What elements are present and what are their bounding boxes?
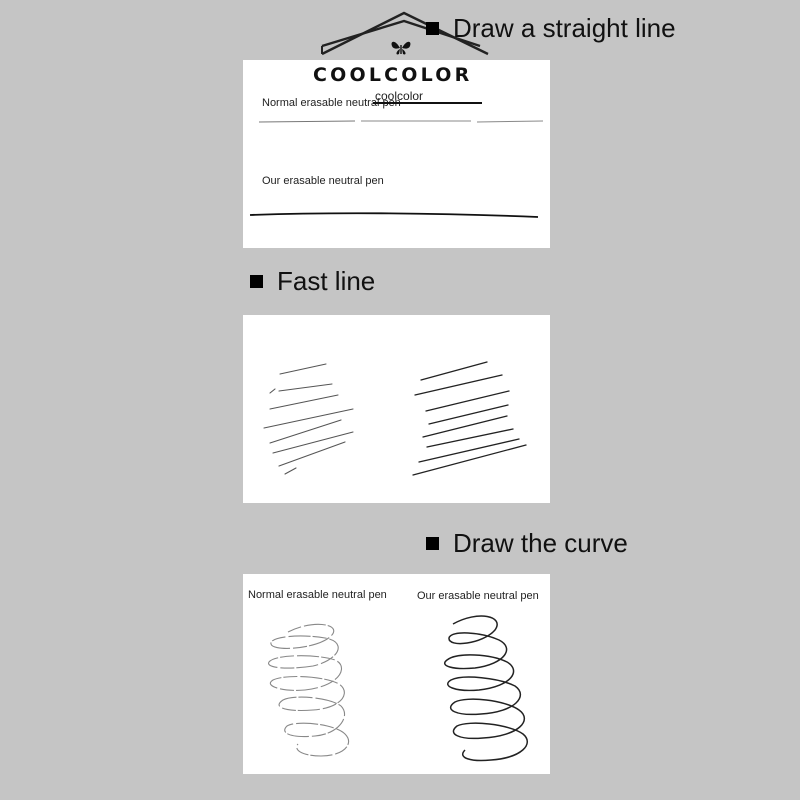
butterfly-icon xyxy=(389,38,413,58)
bullet-square-icon xyxy=(426,22,439,35)
straight-line-heading xyxy=(426,13,676,44)
fast-lines-drawing xyxy=(243,315,550,503)
brand-wordmark: COOLCOLOR xyxy=(313,64,473,86)
straight-line-heading-text: Draw a straight line xyxy=(453,13,676,43)
fast-line-heading xyxy=(250,266,375,297)
bullet-square-icon xyxy=(250,275,263,288)
curve-heading xyxy=(426,528,628,559)
curve-heading-text: Draw the curve xyxy=(453,528,628,558)
curve-card xyxy=(243,574,550,774)
brand-subtitle: coolcolor xyxy=(375,89,424,103)
our-pen-label: Our erasable neutral pen xyxy=(262,175,384,187)
fast-line-card xyxy=(243,315,550,503)
normal-pen-label: Normal erasable neutral pen xyxy=(262,97,401,109)
fast-line-heading-text: Fast line xyxy=(277,266,376,296)
normal-pen-label: Normal erasable neutral pen xyxy=(248,589,387,601)
our-pen-label: Our erasable neutral pen xyxy=(417,590,539,602)
curves-drawing xyxy=(243,574,550,774)
bullet-square-icon xyxy=(426,537,439,550)
